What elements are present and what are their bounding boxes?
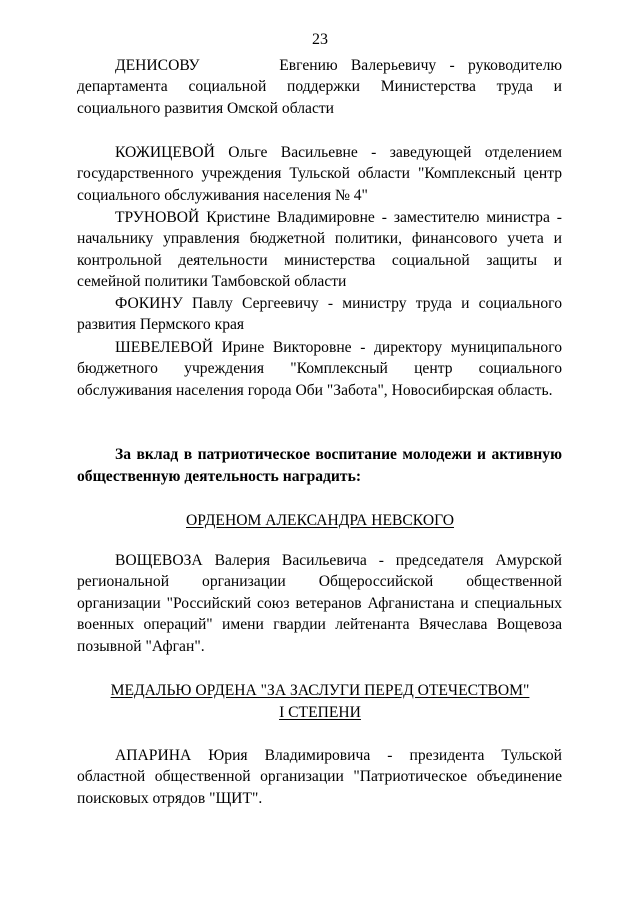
awardee-paragraph — [77, 550, 562, 657]
awardee-name: ДЕНИСОВУ — [115, 57, 200, 74]
awardee-name: АПАРИНА — [115, 747, 192, 764]
awardee-paragraph — [77, 55, 562, 119]
awardee-text: Ирине Викторовне - директору муниципального бюджетного учреждения "Комплексный центр социального обслуживания населения города Оби "Забота", Новосибирская область. — [77, 339, 562, 399]
award-title-order-nevsky: ОРДЕНОМ АЛЕКСАНДРА НЕВСКОГО — [186, 512, 454, 529]
awardee-text: Валерия Васильевича - председателя Амурской региональной организации Общероссийской общественной организации "Российский союз ветеранов Афганистана и специальных военных операций" имени гвардии лейтенанта Вячеслава Вощевоза позывной "Афган". — [77, 552, 563, 655]
awardee-paragraph — [77, 337, 562, 401]
award-title-medal-line2: I СТЕПЕНИ — [279, 704, 361, 721]
awardee-text: Евгению Валерьевичу - руководителю департамента социальной поддержки Министерства труда и социального развития Омской области — [77, 57, 562, 117]
awardee-name: КОЖИЦЕВОЙ — [115, 144, 215, 161]
awardee-text: Кристине Владимировне - заместителю министра - начальнику управления бюджетной политики, финансового учета и контрольной деятельности министерства социальной защиты и семейной политики Тамбовской области — [77, 209, 562, 291]
awardee-paragraph — [77, 745, 562, 809]
award-title-medal-line1: МЕДАЛЬЮ ОРДЕНА "ЗА ЗАСЛУГИ ПЕРЕД ОТЕЧЕСТВОМ" — [110, 682, 530, 699]
awardee-text: Павлу Сергеевичу - министру труда и социального развития Пермского края — [77, 295, 562, 334]
awardee-name: ТРУНОВОЙ — [115, 209, 200, 226]
awardee-name: ВОЩЕВОЗА — [115, 552, 203, 569]
awardee-text: Юрия Владимировича - президента Тульской областной общественной организации "Патриотическое объединение поисковых отрядов "ЩИТ". — [77, 747, 562, 807]
page-number: 23 — [312, 31, 328, 48]
awardee-name: ФОКИНУ — [115, 295, 183, 312]
awardee-paragraph — [77, 207, 562, 293]
section-intro: За вклад в патриотическое воспитание молодежи и активную общественную деятельность наградить: — [77, 446, 562, 485]
awardee-paragraph — [77, 142, 562, 206]
awardee-text: Ольге Васильевне - заведующей отделением государственного учреждения Тульской области "Комплексный центр социального обслуживания населения № 4" — [77, 144, 562, 204]
awardee-paragraph — [77, 293, 562, 336]
awardee-name: ШЕВЕЛЕВОЙ — [115, 339, 214, 356]
